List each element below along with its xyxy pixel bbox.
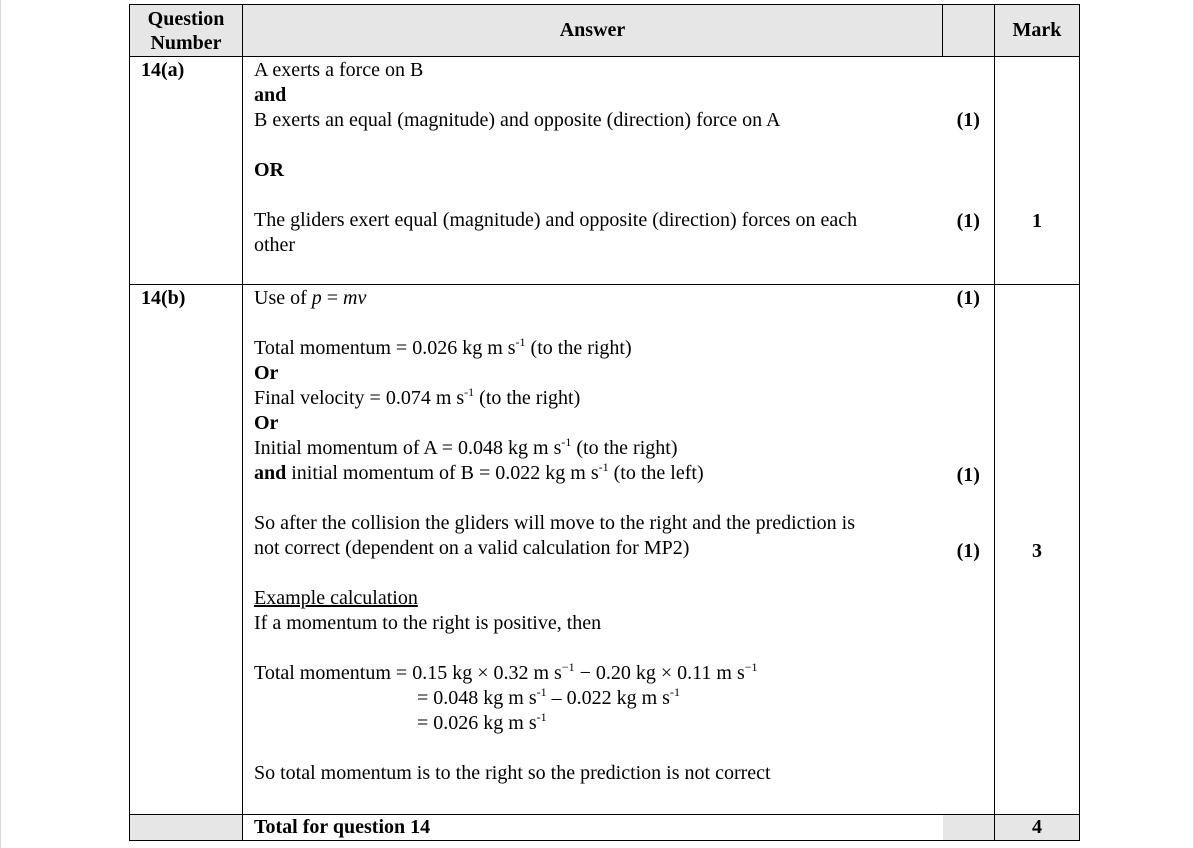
- total-mark-14b: 3: [1032, 540, 1042, 562]
- text-line: and initial momentum of B = 0.022 kg m $s^{-1}$ (to the left): [254, 460, 704, 484]
- text-line: and: [254, 84, 287, 106]
- header-row: [130, 5, 1080, 57]
- row-14a: [130, 57, 1080, 285]
- text-line: not correct (dependent on a valid calculation for MP2): [254, 537, 690, 559]
- text-line: So after the collision the gliders will move to the right and the prediction is: [254, 512, 855, 534]
- text-line: Example calculation: [254, 587, 418, 609]
- submark: (1): [956, 287, 980, 309]
- row-14b: [130, 285, 1080, 815]
- mark-14a: [995, 57, 1080, 285]
- question-number-14b: 14(b): [130, 285, 243, 815]
- total-row-submark-blank: [943, 815, 995, 841]
- answer-14b: [243, 285, 943, 815]
- text-line: B exerts an equal (magnitude) and opposite (direction) force on A: [254, 109, 781, 131]
- text-line: So total momentum is to the right so the prediction is not correct: [254, 762, 771, 784]
- text-line: Or: [254, 412, 279, 434]
- text-line: Final velocity = 0.074 m $s^{-1}$ (to the right): [254, 385, 581, 409]
- header-answer: Answer: [243, 5, 943, 57]
- text-line: The gliders exert equal (magnitude) and opposite (direction) forces on each: [254, 209, 858, 231]
- total-row-blank: [130, 815, 243, 841]
- text-line: other: [254, 234, 296, 256]
- total-mark-14a: 1: [1032, 210, 1042, 232]
- submark: (1): [956, 540, 980, 562]
- text-line: = 0.026 kg m $s^{-1}$: [417, 710, 547, 734]
- mark-scheme-table: [129, 4, 1080, 841]
- text-line: Initial momentum of A = 0.048 kg m $s^{-1}$ (to the right): [254, 435, 678, 459]
- submark: (1): [956, 464, 980, 486]
- text-line: Use of p = mv: [254, 287, 367, 309]
- text-line: If a momentum to the right is positive, then: [254, 612, 602, 634]
- header-question-line1: Question: [147, 8, 225, 30]
- mark-14b: [995, 285, 1080, 815]
- header-question-number: [130, 5, 243, 57]
- total-mark: [995, 815, 1080, 841]
- header-question-line2: Number: [150, 32, 222, 54]
- text-line: = 0.048 kg m $s^{-1} - 0.022$ kg m $s^{-1}$: [417, 685, 680, 709]
- submark: (1): [956, 109, 980, 131]
- text-line: Total momentum = 0.15 kg × 0.32 m $s^{-1} - 0.20$ kg × 0.11 m $s^{-1}$: [254, 660, 758, 684]
- submarks-14a: [943, 57, 995, 285]
- total-row: [130, 815, 1080, 841]
- question-number-14a: 14(a): [130, 57, 243, 285]
- submarks-14b: [943, 285, 995, 815]
- total-label: [243, 815, 943, 841]
- total-label-text: Total for question 14: [254, 816, 431, 838]
- submark: (1): [956, 210, 980, 232]
- page-edge-left: [0, 0, 1, 848]
- header-submark-blank: [943, 5, 995, 57]
- text-line: OR: [254, 159, 284, 181]
- text-line: Or: [254, 362, 279, 384]
- answer-14a: [243, 57, 943, 285]
- text-line: A exerts a force on B: [254, 59, 424, 81]
- text-line: Total momentum = 0.026 kg m $s^{-1}$ (to the right): [254, 335, 632, 359]
- total-mark-value: 4: [1032, 816, 1042, 838]
- header-mark: Mark: [995, 5, 1080, 57]
